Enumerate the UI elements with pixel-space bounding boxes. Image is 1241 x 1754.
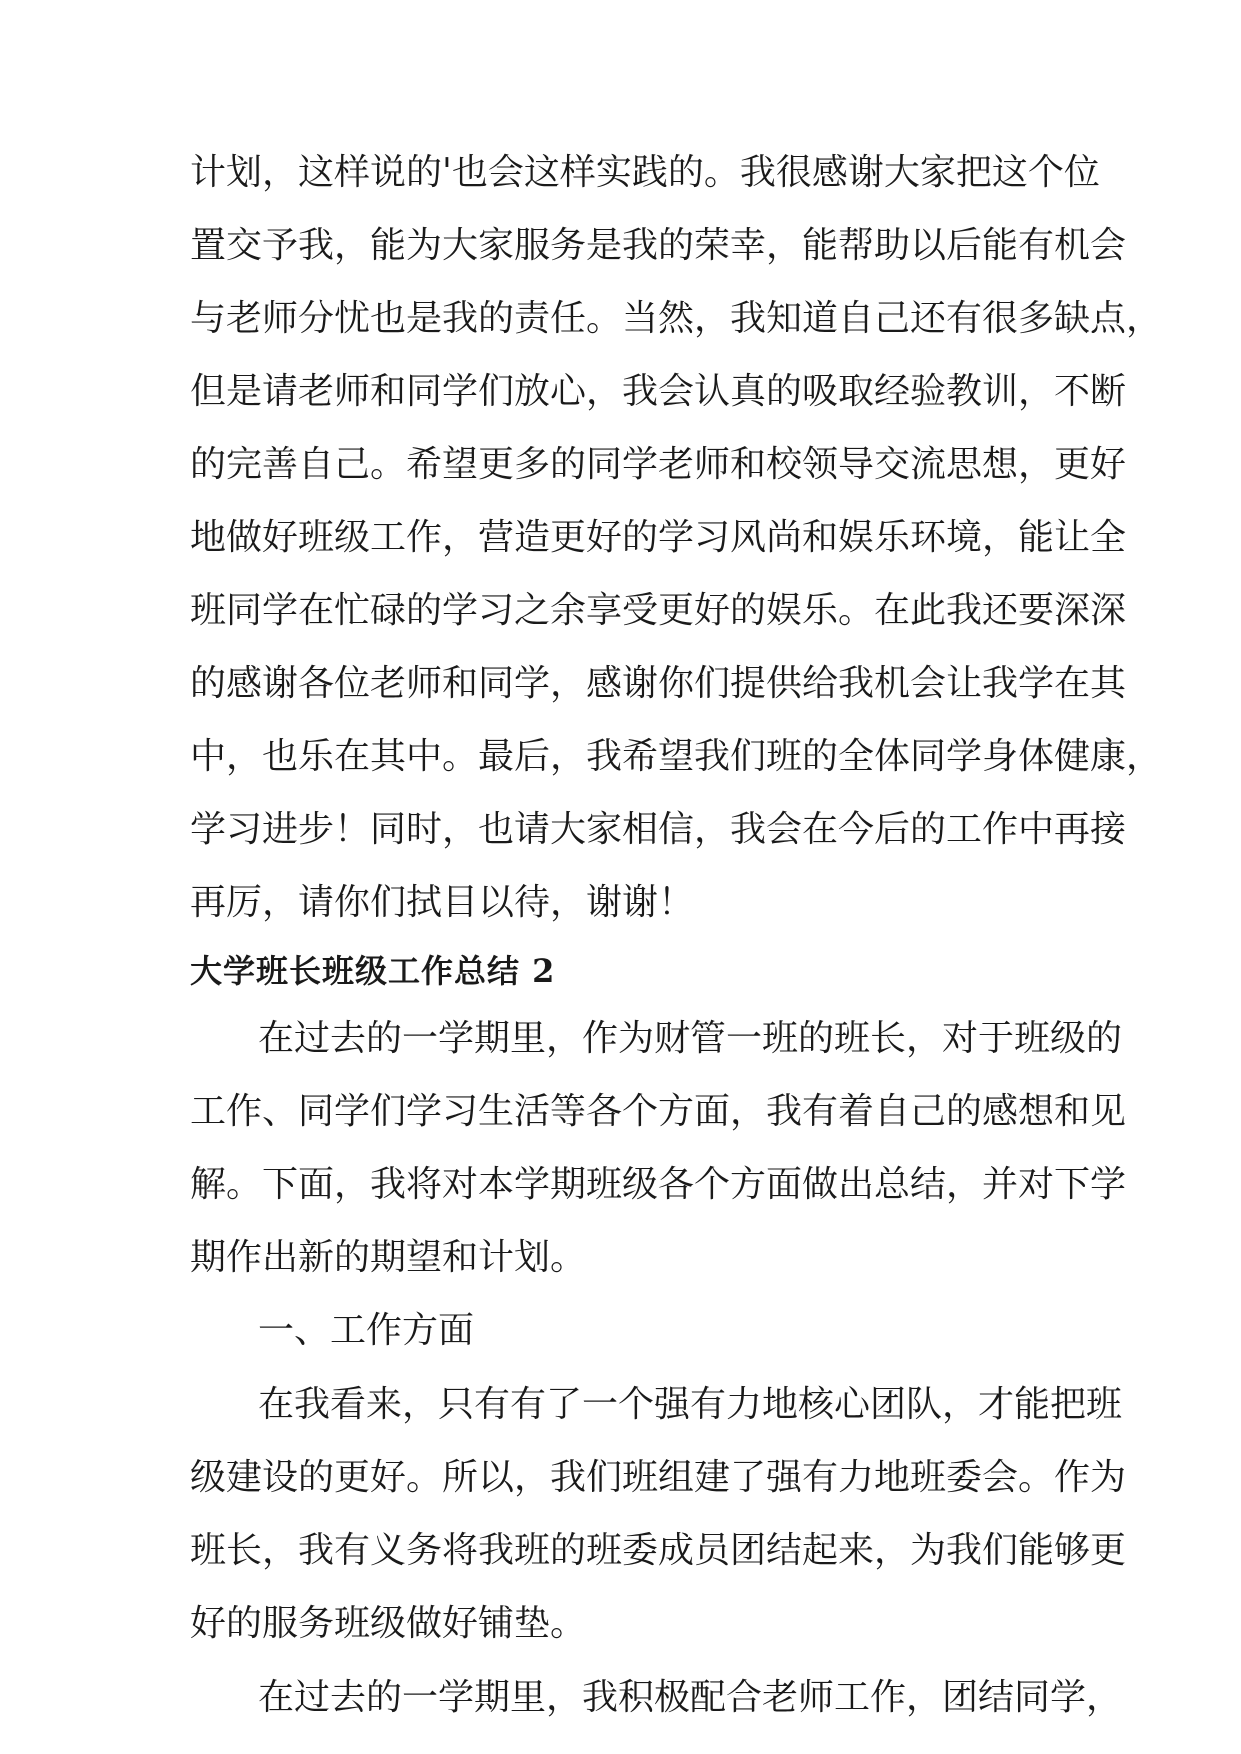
text-line: 期作出新的期望和计划。 <box>190 1237 587 1278</box>
text-line: 地做好班级工作，营造更好的学习风尚和娱乐环境，能让全 <box>190 517 1127 558</box>
text-line: 与老师分忧也是我的责任。当然，我知道自己还有很多缺点， <box>190 298 1163 339</box>
text-line: 置交予我，能为大家服务是我的荣幸，能帮助以后能有机会 <box>190 225 1127 266</box>
text-line: 班长，我有义务将我班的班委成员团结起来，为我们能够更 <box>190 1530 1127 1571</box>
text-line: 中，也乐在其中。最后，我希望我们班的全体同学身体健康， <box>190 736 1163 777</box>
text-line: 但是请老师和同学们放心，我会认真的吸取经验教训，不断 <box>190 371 1127 412</box>
subheading: 一、工作方面 <box>258 1310 475 1351</box>
text-line: 的感谢各位老师和同学，感谢你们提供给我机会让我学在其 <box>190 663 1127 704</box>
text-line: 的完善自己。希望更多的同学老师和校领导交流思想，更好 <box>190 444 1127 485</box>
section-title: 大学班长班级工作总结 2 <box>190 952 556 990</box>
text-line: 在过去的一学期里，我积极配合老师工作，团结同学， <box>258 1677 1123 1718</box>
text-line: 级建设的更好。所以，我们班组建了强有力地班委会。作为 <box>190 1457 1127 1498</box>
text-line: 学习进步！同时，也请大家相信，我会在今后的工作中再接 <box>190 809 1127 850</box>
text-line: 在过去的一学期里，作为财管一班的班长，对于班级的 <box>258 1018 1123 1059</box>
text-line: 解。下面，我将对本学期班级各个方面做出总结，并对下学 <box>190 1164 1127 1205</box>
text-line: 工作、同学们学习生活等各个方面，我有着自己的感想和见 <box>190 1091 1127 1132</box>
text-line: 在我看来，只有有了一个强有力地核心团队，才能把班 <box>258 1384 1123 1425</box>
text-line: 班同学在忙碌的学习之余享受更好的娱乐。在此我还要深深 <box>190 590 1127 631</box>
text-line: 计划，这样说的'也会这样实践的。我很感谢大家把这个位 <box>190 152 1100 193</box>
text-line: 好的服务班级做好铺垫。 <box>190 1603 587 1644</box>
text-line: 再厉，请你们拭目以待，谢谢！ <box>190 882 695 923</box>
